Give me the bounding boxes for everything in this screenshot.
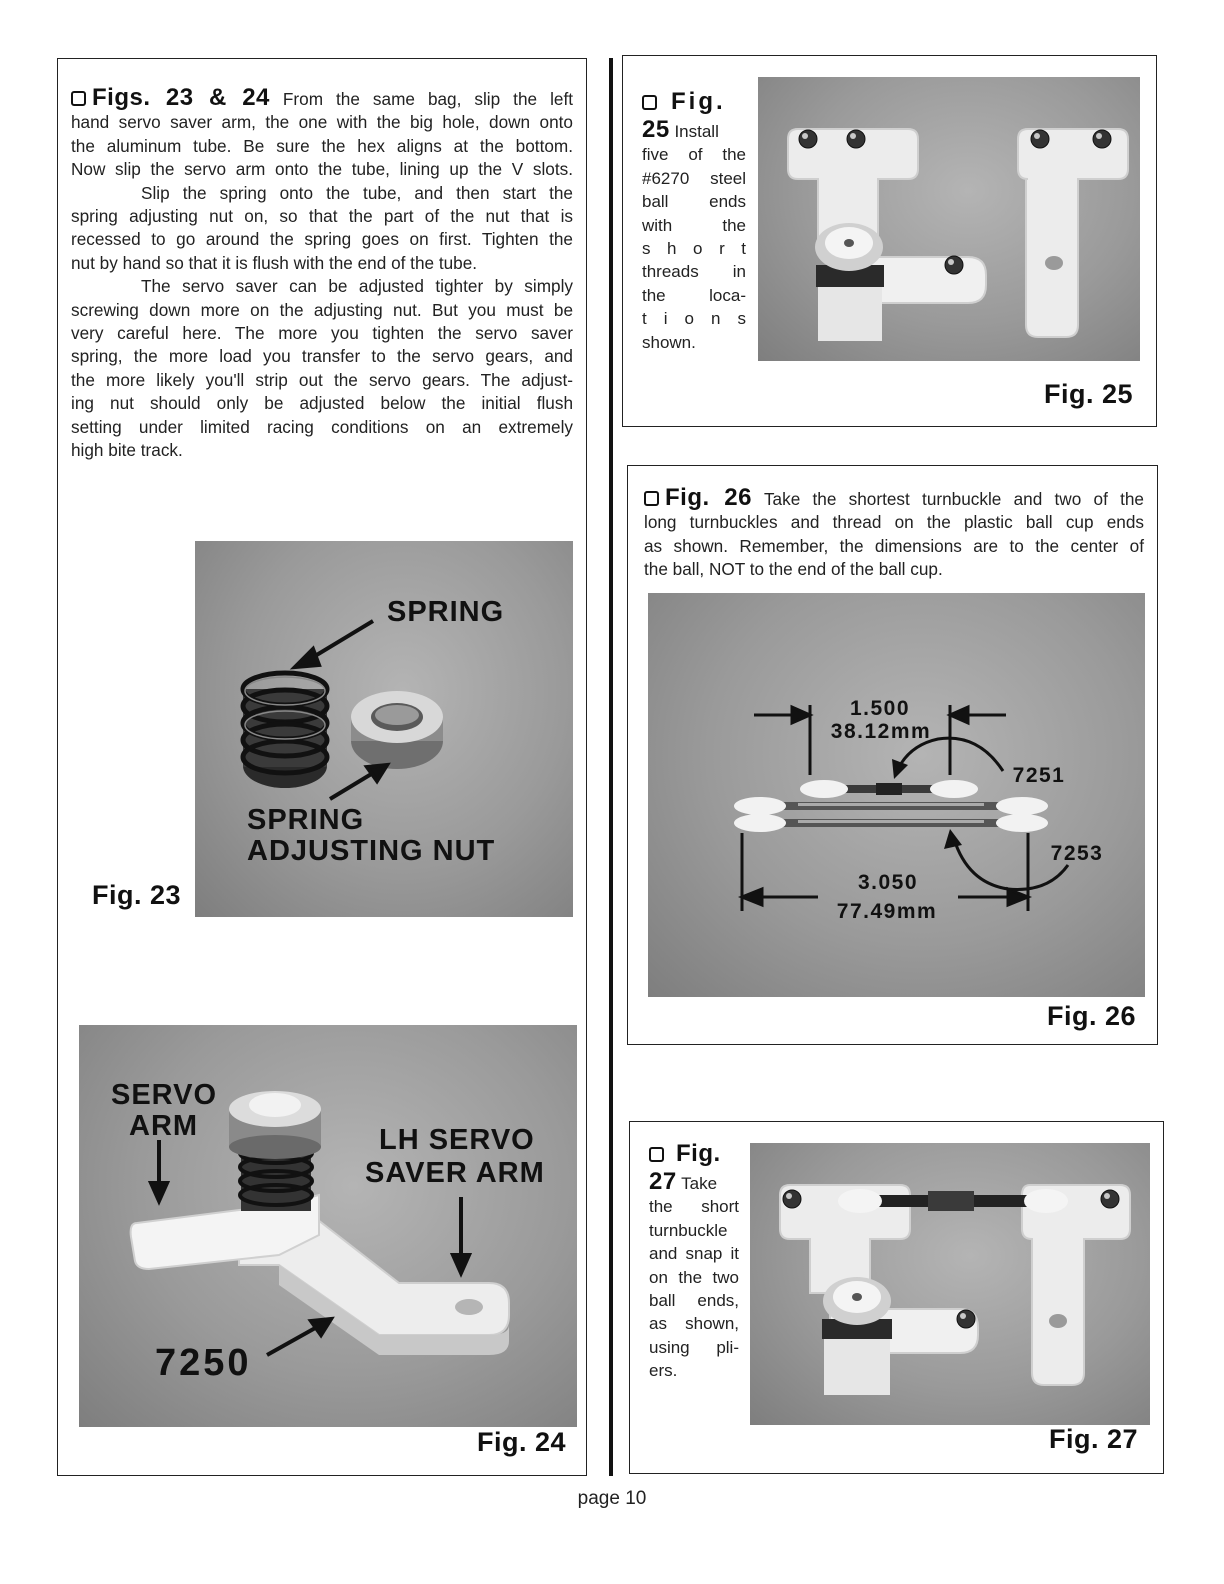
fig-27-text — [649, 1140, 739, 1383]
text-line: the loca- — [642, 285, 746, 305]
long-turnbuckles-shape — [734, 797, 1048, 832]
dim-long-inches: 3.050 — [857, 871, 919, 894]
text-line: the ball, NOT to the end of the ball cup. — [644, 559, 943, 580]
text-line: on the two — [649, 1267, 739, 1287]
text-line: the short — [649, 1197, 739, 1217]
fig-27-heading-2: 27 — [649, 1168, 677, 1195]
section-heading: Figs. 23 & 24 — [92, 84, 270, 111]
spring-stack-shape — [229, 1091, 321, 1211]
text-line: hand servo saver arm, the one with the big hole, down onto — [71, 112, 573, 133]
checkbox-icon[interactable] — [649, 1147, 664, 1162]
callout-lh-servo-2: SAVER ARM — [365, 1157, 545, 1189]
fig-26-photo — [648, 593, 1145, 997]
fig-26-text — [644, 486, 1144, 582]
short-turnbuckle-shape — [800, 780, 978, 798]
text-line: t i o n s — [642, 309, 746, 329]
checkbox-icon[interactable] — [644, 491, 659, 506]
fig-24-photo — [79, 1025, 577, 1427]
text-line: with the — [642, 215, 746, 235]
text-line: setting under limited racing conditions on an extremely — [71, 416, 573, 437]
text-line: very careful here. The more you tighten the servo saver — [71, 323, 573, 344]
fig-27-photo — [750, 1143, 1150, 1425]
text-line: as shown. Remember, the dimensions are to the center of — [644, 535, 1144, 556]
text-line: and snap it — [649, 1244, 739, 1264]
fig-27-label: Fig. 27 — [1049, 1424, 1139, 1454]
adjusting-nut-shape — [351, 691, 443, 769]
page-number: page 10 — [577, 1488, 647, 1509]
callout-servo-arm-2: ARM — [129, 1110, 199, 1142]
text-line: Take the shortest turnbuckle and two of the — [763, 489, 1144, 509]
text-line: nut by hand so that it is flush with the end of the tube. — [71, 252, 478, 273]
spring-shape — [243, 673, 327, 788]
fig-23-label: Fig. 23 — [92, 880, 182, 910]
text-line: using pli- — [649, 1337, 739, 1357]
fig-25-text — [642, 88, 746, 354]
text-line: long turnbuckles and thread on the plastic ball cup ends — [644, 512, 1144, 533]
text-line: Install — [674, 122, 719, 141]
text-line: Now slip the servo arm onto the tube, lining up the V slots. — [71, 159, 573, 180]
callout-spring-nut-1: SPRING — [247, 804, 365, 836]
text-line: five of the — [642, 145, 746, 165]
fig-23-photo — [195, 541, 573, 917]
callout-spring: SPRING — [387, 596, 505, 628]
callout-part-7250: 7250 — [155, 1342, 252, 1384]
dim-short-mm: 38.12mm — [830, 720, 932, 743]
text-line: spring adjusting nut on, so that the part of the nut that is — [71, 206, 573, 227]
steering-arms-illustration — [758, 77, 1140, 361]
text-line: the aluminum tube. Be sure the hex aligns at the bottom. — [71, 135, 573, 156]
text-line: shown. — [642, 332, 696, 352]
part-7251: 7251 — [1012, 764, 1066, 787]
dim-long-mm: 77.49mm — [836, 900, 938, 923]
text-line: s h o r t — [642, 239, 746, 259]
assembled-steering-illustration — [750, 1143, 1150, 1425]
callout-servo-arm-1: SERVO — [111, 1079, 218, 1111]
text-line: ball ends, — [649, 1291, 739, 1311]
text-line: threads in — [642, 262, 746, 282]
part-7253: 7253 — [1050, 842, 1104, 865]
text-line: screwing down more on the adjusting nut. But you must be — [71, 299, 573, 320]
dim-short-inches: 1.500 — [849, 697, 911, 720]
text-line: Take — [681, 1174, 718, 1193]
checkbox-icon[interactable] — [642, 95, 657, 110]
callout-lh-servo-1: LH SERVO — [379, 1124, 535, 1156]
text-line: From the same bag, slip the left — [282, 89, 574, 109]
callout-spring-nut-2: ADJUSTING NUT — [247, 835, 496, 867]
column-divider — [609, 58, 613, 1476]
text-line: ers. — [649, 1361, 678, 1381]
text-line: high bite track. — [71, 440, 183, 461]
text-line: ball ends — [642, 192, 746, 212]
text-line: recessed to go around the spring goes on first. Tighten the — [71, 229, 573, 250]
fig-26-heading: Fig. 26 — [665, 484, 752, 511]
text-line: #6270 steel — [642, 168, 746, 188]
text-line: Slip the spring onto the tube, and then start the — [141, 182, 573, 203]
fig-27-heading-1: Fig. — [676, 1140, 721, 1167]
fig-25-photo — [758, 77, 1140, 361]
checkbox-icon[interactable] — [71, 91, 86, 106]
turnbuckles-illustration — [648, 593, 1145, 997]
text-line: the more likely you'll strip out the servo gears. The adjust- — [71, 369, 573, 390]
text-line: as shown, — [649, 1314, 739, 1334]
fig-25-label: Fig. 25 — [1044, 379, 1134, 409]
fig-24-label: Fig. 24 — [477, 1427, 567, 1457]
text-line: The servo saver can be adjusted tighter by simply — [141, 276, 573, 297]
callout-curves — [898, 738, 1068, 889]
text-line: turnbuckle — [649, 1220, 728, 1240]
text-line: ing nut should only be adjusted below the initial flush — [71, 393, 573, 414]
fig-26-label: Fig. 26 — [1047, 1001, 1137, 1031]
text-line: spring, the more load you transfer to the servo gears, and — [71, 346, 573, 367]
fig-25-heading-2: 25 — [642, 116, 670, 143]
fig-25-heading-1: Fig. — [671, 88, 726, 115]
section-23-24-text — [71, 86, 573, 463]
